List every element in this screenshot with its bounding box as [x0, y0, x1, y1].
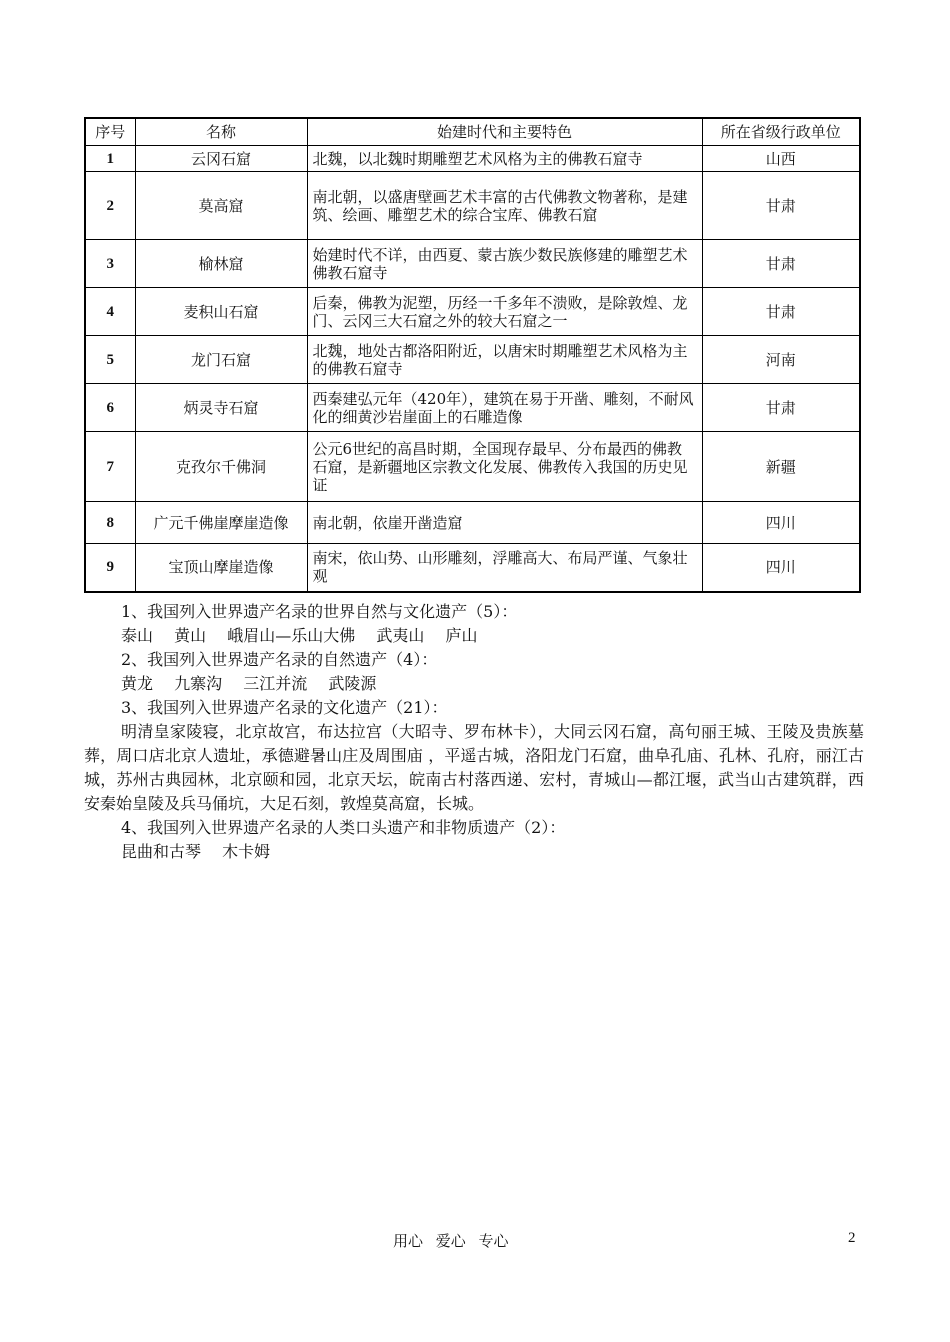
- row-description: 北魏，以北魏时期雕塑艺术风格为主的佛教石窟寺: [307, 146, 702, 172]
- row-name: 广元千佛崖摩崖造像: [135, 502, 307, 544]
- page-number: 2: [848, 1230, 856, 1246]
- table-header-row: [85, 118, 860, 146]
- row-number: 8: [85, 502, 135, 544]
- row-province: 甘肃: [702, 172, 860, 240]
- table-row: [85, 336, 860, 384]
- row-name: 龙门石窟: [135, 336, 307, 384]
- table-row: [85, 288, 860, 336]
- heading-natural-cultural-heritage: 1、我国列入世界遗产名录的世界自然与文化遗产（5）：: [121, 602, 518, 621]
- cultural-heritage-paragraph: 明清皇家陵寝，北京故宫，布达拉宫（大昭寺、罗布林卡），大同云冈石窟，高句丽王城、王陵及贵族墓葬，周口店北京人遗址，承德避暑山庄及周围庙 ，平遥古城，洛阳龙门石窟，曲阜孔庙、孔林、孔府，丽江古城，苏州古典园林，北京颐和园，北京天坛，皖南古村落西递、宏村，青城山—都江堰，武当山古建筑群，西安秦始皇陵及兵马俑坑，大足石刻，敦煌莫高窟，长城。: [84, 722, 864, 813]
- heading-intangible-heritage: 4、我国列入世界遗产名录的人类口头遗产和非物质遗产（2）：: [121, 818, 566, 837]
- row-province: 甘肃: [702, 240, 860, 288]
- table-row: [85, 240, 860, 288]
- row-province: 四川: [702, 544, 860, 592]
- row-number: 1: [85, 146, 135, 172]
- row-province: 四川: [702, 502, 860, 544]
- list-item: 黄山: [174, 626, 207, 645]
- row-number: 4: [85, 288, 135, 336]
- row-province: 甘肃: [702, 288, 860, 336]
- header-name: 名称: [135, 118, 307, 146]
- row-description: 南北朝，依崖开凿造窟: [307, 502, 702, 544]
- list-item: 木卡姆: [222, 842, 271, 861]
- row-province: 山西: [702, 146, 860, 172]
- row-province: 河南: [702, 336, 860, 384]
- world-heritage-notes: [84, 600, 864, 864]
- list-item: 武夷山: [376, 626, 425, 645]
- row-description: 南宋，依山势、山形雕刻，浮雕高大、布局严谨、气象壮观: [307, 544, 702, 592]
- row-name: 莫高窟: [135, 172, 307, 240]
- row-description: 南北朝，以盛唐壁画艺术丰富的古代佛教文物著称，是建筑、绘画、雕塑艺术的综合宝库、佛教石窟: [307, 172, 702, 240]
- row-name: 克孜尔千佛洞: [135, 432, 307, 502]
- header-era-features: 始建时代和主要特色: [307, 118, 702, 146]
- row-number: 7: [85, 432, 135, 502]
- table-row: [85, 544, 860, 592]
- row-name: 炳灵寺石窟: [135, 384, 307, 432]
- row-description: 后秦，佛教为泥塑，历经一千多年不溃败，是除敦煌、龙门、云冈三大石窟之外的较大石窟之一: [307, 288, 702, 336]
- list-item: 黄龙: [121, 674, 154, 693]
- row-province: 新疆: [702, 432, 860, 502]
- list-item: 三江并流: [243, 674, 308, 693]
- list-natural-heritage: [84, 672, 864, 696]
- list-item: 九寨沟: [174, 674, 223, 693]
- table-row: [85, 432, 860, 502]
- list-item: 庐山: [445, 626, 478, 645]
- table-row: [85, 146, 860, 172]
- list-intangible-heritage: [84, 840, 864, 864]
- table-row: [85, 502, 860, 544]
- row-name: 宝顶山摩崖造像: [135, 544, 307, 592]
- row-description: 公元6世纪的高昌时期，全国现存最早、分布最西的佛教石窟，是新疆地区宗教文化发展、佛教传入我国的历史见证: [307, 432, 702, 502]
- row-description: 始建时代不详，由西夏、蒙古族少数民族修建的雕塑艺术佛教石窟寺: [307, 240, 702, 288]
- row-name: 麦积山石窟: [135, 288, 307, 336]
- row-number: 3: [85, 240, 135, 288]
- row-number: 9: [85, 544, 135, 592]
- row-description: 北魏，地处古都洛阳附近，以唐宋时期雕塑艺术风格为主的佛教石窟寺: [307, 336, 702, 384]
- list-item: 泰山: [121, 626, 154, 645]
- row-number: 6: [85, 384, 135, 432]
- list-natural-cultural-heritage: [84, 624, 864, 648]
- row-description: 西秦建弘元年（420年），建筑在易于开凿、雕刻，不耐风化的细黄沙岩崖面上的石雕造像: [307, 384, 702, 432]
- header-index: 序号: [85, 118, 135, 146]
- heading-natural-heritage: 2、我国列入世界遗产名录的自然遗产（4）：: [121, 650, 438, 669]
- list-item: 昆曲和古琴: [121, 842, 202, 861]
- row-name: 榆林窟: [135, 240, 307, 288]
- table-row: [85, 384, 860, 432]
- row-number: 5: [85, 336, 135, 384]
- row-number: 2: [85, 172, 135, 240]
- header-province: 所在省级行政单位: [702, 118, 860, 146]
- row-name: 云冈石窟: [135, 146, 307, 172]
- footer-motto: 用心 爱心 专心: [393, 1232, 509, 1250]
- list-item: 峨眉山—乐山大佛: [227, 626, 356, 645]
- table-row: [85, 172, 860, 240]
- list-item: 武陵源: [328, 674, 377, 693]
- row-province: 甘肃: [702, 384, 860, 432]
- heading-cultural-heritage: 3、我国列入世界遗产名录的文化遗产（21）：: [121, 698, 448, 717]
- heritage-grottoes-table: [84, 117, 861, 593]
